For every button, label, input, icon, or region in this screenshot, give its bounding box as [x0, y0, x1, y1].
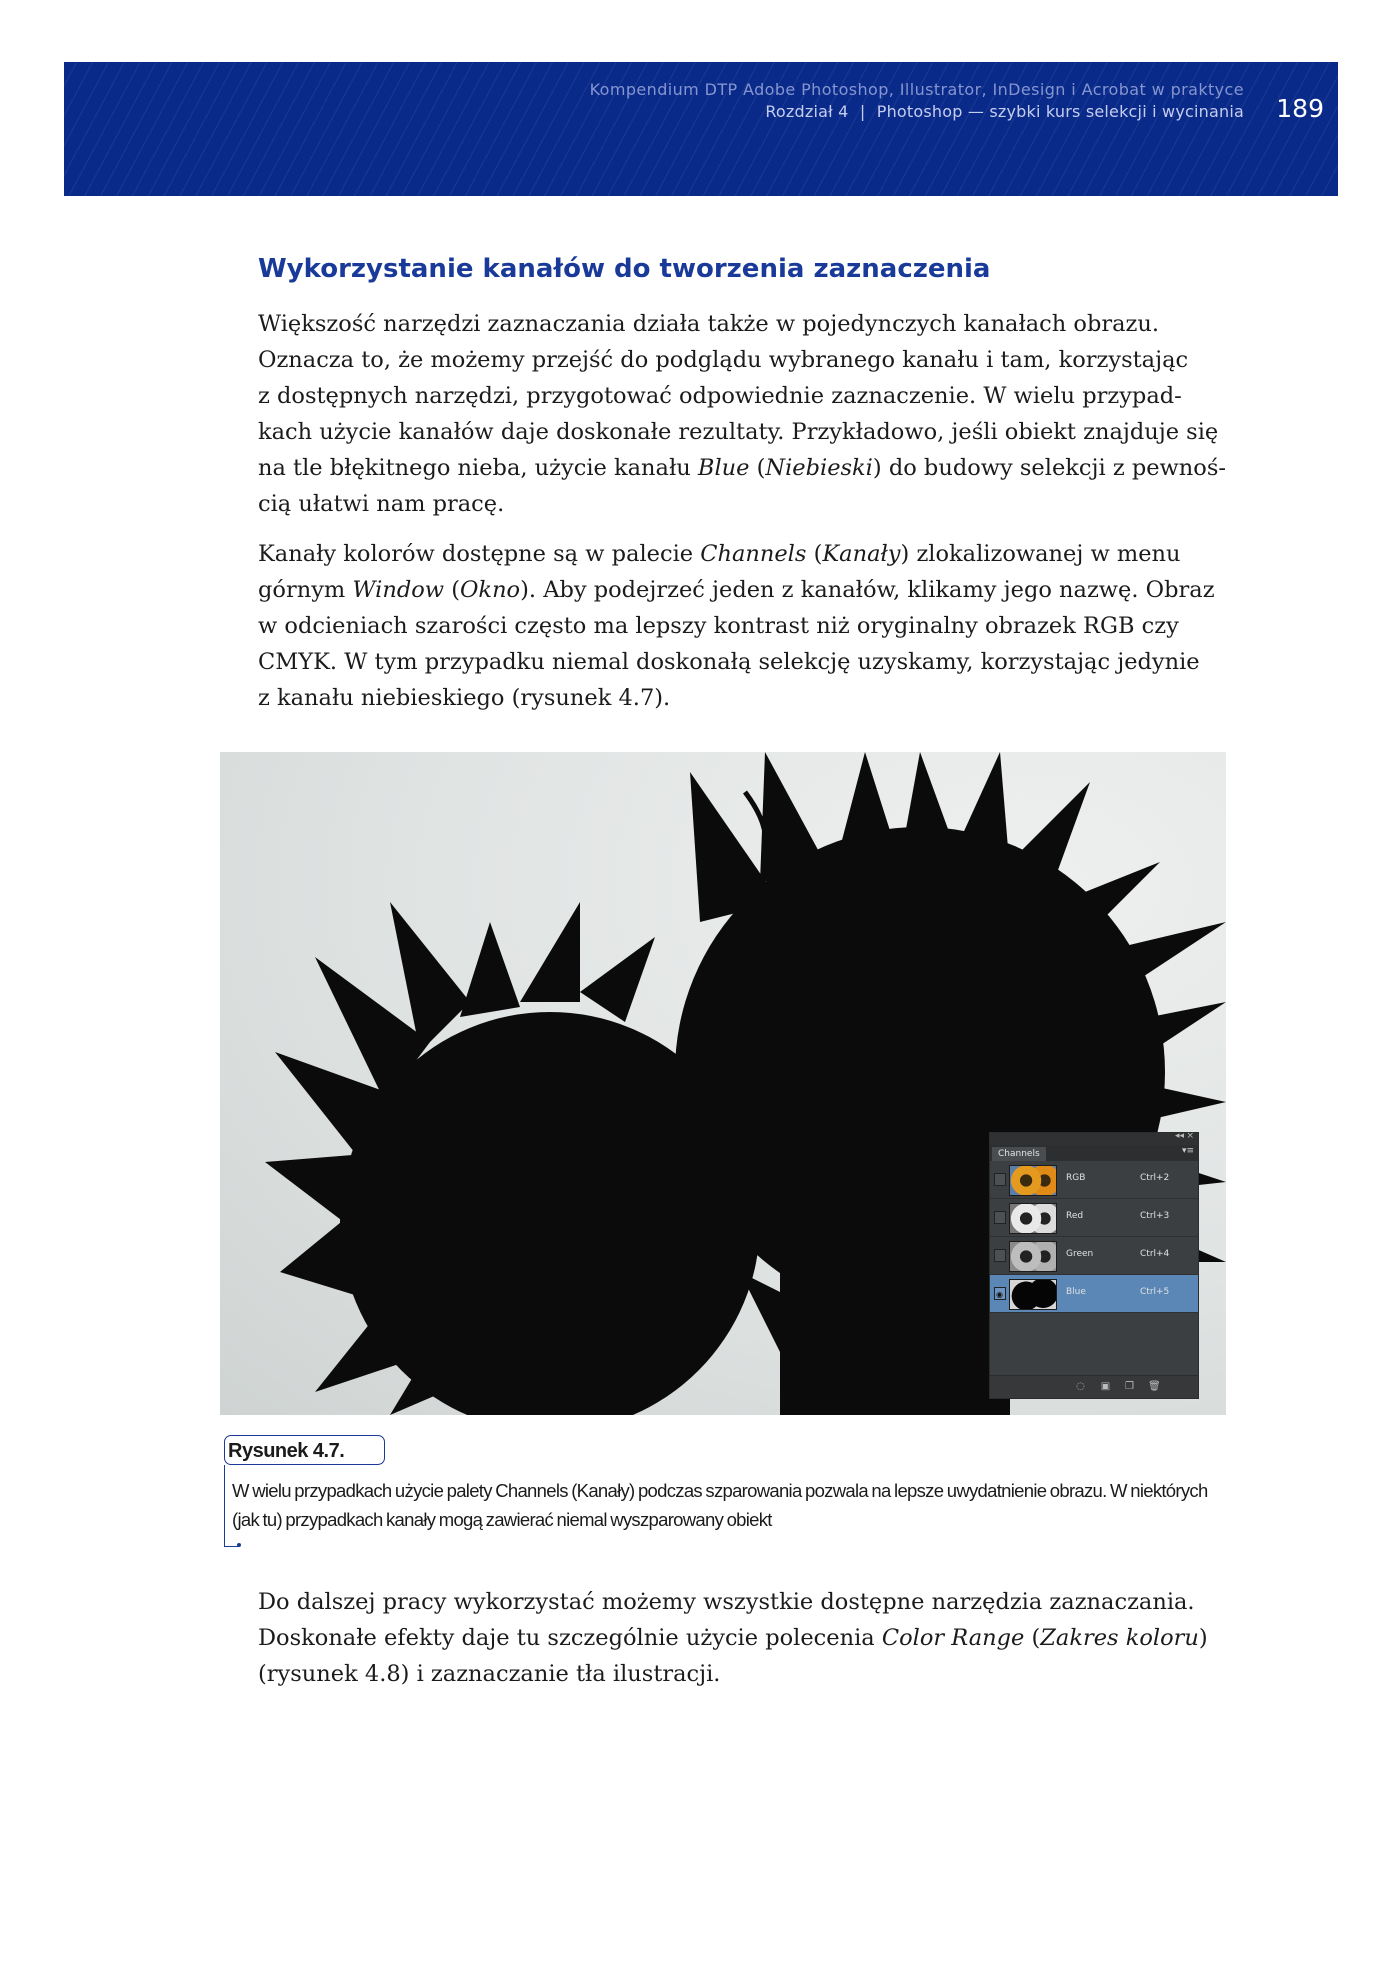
- figure-caption-text: [232, 1476, 1232, 1534]
- channel-name: Green: [1066, 1249, 1094, 1259]
- paragraph-2: [258, 536, 1218, 716]
- chapter-separator: |: [859, 102, 866, 121]
- dotted-circle-icon[interactable]: ◌: [1076, 1381, 1085, 1392]
- close-icon[interactable]: ×: [1186, 1131, 1194, 1141]
- visibility-toggle[interactable]: [994, 1211, 1006, 1224]
- text-line: (rysunek 4.8) i zaznaczanie tła ilustracji.: [258, 1661, 721, 1687]
- collapse-icon[interactable]: ◂◂: [1174, 1131, 1184, 1141]
- text-line: Większość narzędzi zaznaczania działa także w pojedynczych kanałach obrazu.: [258, 311, 1160, 337]
- tab-channels[interactable]: Channels: [992, 1147, 1046, 1161]
- visibility-toggle[interactable]: [994, 1249, 1006, 1262]
- chapter-title: Photoshop — szybki kurs selekcji i wycinania: [876, 102, 1244, 121]
- chapter-label: Rozdział 4: [765, 102, 849, 121]
- page-number: 189: [1276, 94, 1324, 123]
- paragraph-1: [258, 306, 1226, 522]
- text-line: z kanału niebieskiego (rysunek 4.7).: [258, 685, 671, 711]
- figure-sunflower-blue-channel: [220, 752, 1226, 1415]
- trash-icon[interactable]: 🗑: [1148, 1381, 1161, 1392]
- figure-caption-label: Rysunek 4.7.: [224, 1435, 385, 1465]
- text-run: ). Aby podejrzeć jeden z kanałów, klikamy jego nazwę. Obraz: [520, 577, 1215, 603]
- text-run: górnym: [258, 577, 353, 603]
- channel-row-rgb[interactable]: [990, 1161, 1198, 1199]
- text-run: ): [1198, 1625, 1208, 1651]
- channel-thumbnail-rgb: [1009, 1165, 1057, 1196]
- caption-dot: [237, 1543, 241, 1547]
- term-blue: Blue: [697, 455, 750, 481]
- text-line: kach użycie kanałów daje doskonałe rezultaty. Przykładowo, jeśli obiekt znajduje się: [258, 419, 1219, 445]
- text-line: [258, 450, 1226, 486]
- text-line: [258, 1620, 1218, 1656]
- book-title: Kompendium DTP Adobe Photoshop, Illustrator, InDesign i Acrobat w praktyce: [589, 80, 1244, 99]
- panel-menu-icon[interactable]: ▾≡: [1181, 1146, 1194, 1156]
- text-run: (: [806, 541, 823, 567]
- channel-name: Red: [1066, 1211, 1084, 1221]
- panel-topbar: [990, 1133, 1198, 1145]
- text-line: [258, 572, 1218, 608]
- channel-shortcut: Ctrl+4: [1140, 1249, 1170, 1259]
- term-channels: Channels: [700, 541, 807, 567]
- caption-line: (jak tu) przypadkach kanały mogą zawierać niemal wyszparowany obiekt: [232, 1509, 772, 1530]
- channel-name: Blue: [1066, 1287, 1086, 1297]
- channel-shortcut: Ctrl+3: [1140, 1211, 1170, 1221]
- text-run: ) zlokalizowanej w menu: [900, 541, 1181, 567]
- term-kanaly: Kanały: [822, 541, 901, 567]
- caption-line: W wielu przypadkach użycie palety Channels (Kanały) podczas szparowania pozwala na lepsze uwydatnienie obrazu. W niektórych: [232, 1480, 1208, 1501]
- term-niebieski: Niebieski: [765, 455, 873, 481]
- channel-row-blue[interactable]: [990, 1275, 1198, 1313]
- text-line: z dostępnych narzędzi, przygotować odpowiednie zaznaczenie. W wielu przypad-: [258, 383, 1182, 409]
- text-line: CMYK. W tym przypadku niemal doskonałą selekcję uzyskamy, korzystając jedynie: [258, 649, 1200, 675]
- channel-row-red[interactable]: [990, 1199, 1198, 1237]
- chapter-line: [765, 102, 1244, 121]
- text-line: w odcieniach szarości często ma lepszy kontrast niż oryginalny obrazek RGB czy: [258, 613, 1179, 639]
- channel-name: RGB: [1066, 1173, 1086, 1183]
- eye-icon: ◉: [996, 1290, 1003, 1299]
- channel-shortcut: Ctrl+2: [1140, 1173, 1170, 1183]
- text-line: cią ułatwi nam pracę.: [258, 491, 505, 517]
- text-line: [258, 536, 1218, 572]
- section-heading: Wykorzystanie kanałów do tworzenia zaznaczenia: [258, 254, 991, 284]
- text-line: Oznacza to, że możemy przejść do podglądu wybranego kanału i tam, korzystając: [258, 347, 1189, 373]
- new-channel-icon[interactable]: ❐: [1125, 1381, 1134, 1392]
- term-color-range: Color Range: [881, 1625, 1025, 1651]
- text-run: ) do budowy selekcji z pewnoś-: [872, 455, 1226, 481]
- channel-thumbnail-green: [1009, 1241, 1057, 1272]
- text-run: Kanały kolorów dostępne są w palecie: [258, 541, 701, 567]
- channel-thumbnail-blue: [1009, 1279, 1057, 1310]
- paragraph-3: [258, 1584, 1218, 1692]
- channel-thumbnail-red: [1009, 1203, 1057, 1234]
- text-run: (: [749, 455, 766, 481]
- text-run: na tle błękitnego nieba, użycie kanału: [258, 455, 698, 481]
- channel-row-green[interactable]: [990, 1237, 1198, 1275]
- term-window: Window: [352, 577, 445, 603]
- channels-panel[interactable]: [989, 1132, 1199, 1399]
- text-line: Do dalszej pracy wykorzystać możemy wszystkie dostępne narzędzia zaznaczania.: [258, 1589, 1195, 1615]
- text-run: Doskonałe efekty daje tu szczególnie użycie polecenia: [258, 1625, 882, 1651]
- term-okno: Okno: [459, 577, 521, 603]
- visibility-toggle[interactable]: [994, 1173, 1006, 1186]
- mask-icon[interactable]: ▣: [1100, 1381, 1111, 1392]
- term-zakres-koloru: Zakres koloru: [1040, 1625, 1199, 1651]
- visibility-toggle[interactable]: [994, 1287, 1006, 1300]
- channel-shortcut: Ctrl+5: [1140, 1287, 1170, 1297]
- panel-footer: [990, 1375, 1198, 1398]
- text-run: (: [444, 577, 460, 603]
- text-run: (: [1024, 1625, 1041, 1651]
- panel-tabbar: [990, 1145, 1198, 1161]
